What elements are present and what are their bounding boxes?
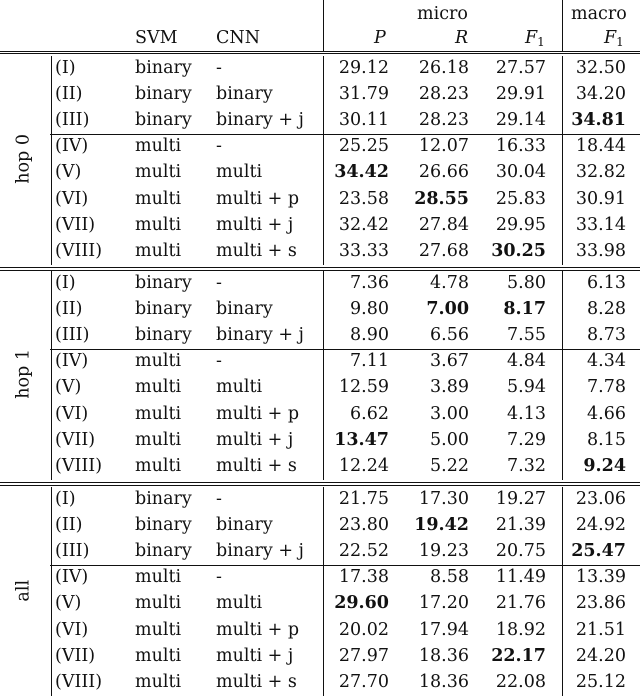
group-label: all [13,580,34,602]
cell-id: (V) [55,377,82,398]
cell-f1: 8.17 [503,299,546,320]
cell-cnn: binary [216,84,273,105]
cell-f1: 29.91 [495,84,546,105]
cell-r: 27.84 [418,214,469,235]
cell-f1: 21.39 [495,515,546,536]
cell-cnn: multi + p [216,403,300,424]
group-label: hop 0 [13,134,34,185]
cell-f1: 4.84 [507,351,546,372]
cell-svm: multi [135,429,182,450]
cell-p: 23.80 [338,515,389,536]
cell-f1: 21.76 [495,593,546,614]
cell-svm: multi [135,671,182,692]
cell-svm: binary [135,515,192,536]
cell-mf1: 32.50 [575,58,626,78]
group-divider-left [323,56,324,265]
header-macro-f1-sub: 1 [616,35,624,49]
cell-mf1: 7.78 [587,377,626,398]
cell-id: (VII) [55,214,96,235]
cell-svm: binary [135,58,192,78]
cell-f1: 5.94 [507,377,546,398]
group-divider-left [323,487,324,696]
group-rule-double [0,270,640,271]
header-divider-right [562,0,563,51]
cell-mf1: 18.44 [575,136,626,157]
cell-f1: 11.49 [495,567,546,588]
group-divider-id [51,487,52,696]
cell-f1: 29.14 [495,110,546,131]
cell-cnn: multi + s [216,455,297,476]
cell-r: 28.23 [418,84,469,105]
cell-mf1: 4.34 [587,351,626,372]
cell-p: 20.02 [338,619,389,640]
cell-p: 30.11 [338,110,389,131]
cell-cnn: multi [216,162,263,183]
cell-mf1: 24.92 [575,515,626,536]
cell-mf1: 8.73 [587,325,626,346]
cell-svm: multi [135,188,182,209]
cell-svm: multi [135,377,182,398]
cell-f1: 22.17 [491,645,546,666]
cell-p: 12.24 [338,455,389,476]
cell-p: 7.36 [350,273,389,293]
cell-id: (II) [55,515,83,536]
subgroup-rule [50,134,640,135]
cell-f1: 30.04 [495,162,546,183]
group-divider-right [562,487,563,696]
header-rule-double [0,53,640,54]
cell-cnn: multi + p [216,619,300,640]
cell-p: 13.47 [334,429,389,450]
cell-mf1: 8.28 [587,299,626,320]
cell-id: (II) [55,299,83,320]
cell-r: 18.36 [418,671,469,692]
cell-cnn: - [216,58,222,78]
cell-f1: 7.32 [507,455,546,476]
cell-p: 27.97 [338,645,389,666]
cell-svm: multi [135,619,182,640]
cell-mf1: 33.14 [575,214,626,235]
group-label: hop 1 [13,349,34,400]
cell-r: 5.00 [430,429,469,450]
cell-mf1: 6.13 [587,273,626,293]
cell-r: 28.55 [414,188,469,209]
group-divider-left [323,271,324,480]
cell-svm: multi [135,645,182,666]
cell-r: 26.18 [418,58,469,78]
cell-p: 25.25 [338,136,389,157]
header-f1-letter: F [525,28,538,48]
cell-r: 4.78 [430,273,469,293]
header-macro-f1 [604,30,624,48]
cell-f1: 18.92 [495,619,546,640]
cell-mf1: 25.12 [575,671,626,692]
cell-svm: binary [135,110,192,131]
cell-mf1: 34.20 [575,84,626,105]
cell-id: (VIII) [55,455,103,476]
cell-id: (VIII) [55,671,103,692]
cell-p: 33.33 [338,240,389,261]
group-rule [0,482,640,483]
cell-mf1: 23.06 [575,489,626,509]
cell-mf1: 30.91 [575,188,626,209]
cell-cnn: - [216,136,222,157]
header-p: P [374,28,386,48]
cell-r: 19.23 [418,541,469,562]
cell-cnn: multi + s [216,671,297,692]
cell-mf1: 34.81 [571,110,626,131]
header-micro: micro [417,4,468,24]
cell-r: 6.56 [430,325,469,346]
cell-mf1: 9.24 [583,455,626,476]
cell-mf1: 8.15 [587,429,626,450]
cell-p: 34.42 [334,162,389,183]
cell-f1: 27.57 [495,58,546,78]
cell-f1: 30.25 [491,240,546,261]
group-rule [0,267,640,268]
cell-r: 5.22 [430,455,469,476]
cell-p: 7.11 [350,351,389,372]
cell-p: 27.70 [338,671,389,692]
cell-id: (VII) [55,429,96,450]
cell-svm: binary [135,541,192,562]
cell-f1: 20.75 [495,541,546,562]
cell-id: (V) [55,162,82,183]
cell-id: (I) [55,489,76,509]
cell-id: (III) [55,325,90,346]
cell-f1: 25.83 [495,188,546,209]
cell-r: 17.94 [418,619,469,640]
cell-r: 17.20 [418,593,469,614]
cell-p: 17.38 [338,567,389,588]
cell-r: 3.00 [430,403,469,424]
cell-f1: 5.80 [507,273,546,293]
cell-cnn: multi + p [216,188,300,209]
cell-r: 28.23 [418,110,469,131]
cell-cnn: - [216,273,222,293]
group-divider-id [51,271,52,480]
header-f1-sub: 1 [537,35,545,49]
cell-mf1: 4.66 [587,403,626,424]
cell-id: (VI) [55,619,89,640]
cell-id: (VIII) [55,240,103,261]
header-r: R [455,28,469,48]
cell-f1: 29.95 [495,214,546,235]
cell-svm: multi [135,351,182,372]
cell-svm: binary [135,325,192,346]
header-macro: macro [571,4,627,24]
group-divider-right [562,56,563,265]
cell-p: 8.90 [350,325,389,346]
cell-f1: 16.33 [495,136,546,157]
cell-p: 32.42 [338,214,389,235]
cell-cnn: binary + j [216,325,304,346]
cell-mf1: 23.86 [575,593,626,614]
cell-svm: multi [135,240,182,261]
header-svm: SVM [135,28,178,48]
cell-cnn: binary [216,299,273,320]
cell-id: (III) [55,110,90,131]
cell-id: (I) [55,58,76,78]
cell-p: 9.80 [350,299,389,320]
cell-f1: 7.29 [507,429,546,450]
cell-mf1: 25.47 [571,541,626,562]
cell-r: 26.66 [418,162,469,183]
cell-cnn: multi + s [216,240,297,261]
cell-cnn: multi [216,593,263,614]
cell-r: 18.36 [418,645,469,666]
header-divider-left [323,0,324,51]
cell-cnn: binary [216,515,273,536]
cell-cnn: binary + j [216,110,304,131]
cell-r: 3.89 [430,377,469,398]
cell-id: (III) [55,541,90,562]
cell-id: (V) [55,593,82,614]
header-macro-f1-letter: F [604,28,617,48]
group-divider-right [562,271,563,480]
cell-id: (VI) [55,188,89,209]
subgroup-rule [50,349,640,350]
cell-id: (IV) [55,136,89,157]
cell-mf1: 24.20 [575,645,626,666]
cell-cnn: multi + j [216,214,294,235]
cell-svm: binary [135,299,192,320]
cell-id: (VI) [55,403,89,424]
cell-f1: 7.55 [507,325,546,346]
cell-svm: binary [135,84,192,105]
cell-mf1: 32.82 [575,162,626,183]
cell-f1: 19.27 [495,489,546,509]
group-divider-id [51,56,52,265]
cell-r: 19.42 [414,515,469,536]
cell-mf1: 13.39 [575,567,626,588]
cell-f1: 4.13 [507,403,546,424]
cell-p: 23.58 [338,188,389,209]
cell-id: (IV) [55,567,89,588]
cell-svm: multi [135,593,182,614]
cell-id: (I) [55,273,76,293]
group-rule-double [0,485,640,486]
cell-id: (IV) [55,351,89,372]
cell-cnn: binary + j [216,541,304,562]
header-f1 [525,30,545,48]
cell-r: 27.68 [418,240,469,261]
cell-svm: binary [135,273,192,293]
cell-r: 17.30 [418,489,469,509]
cell-cnn: - [216,567,222,588]
cell-r: 12.07 [418,136,469,157]
cell-svm: multi [135,136,182,157]
cell-cnn: multi [216,377,263,398]
cell-id: (VII) [55,645,96,666]
cell-f1: 22.08 [495,671,546,692]
cell-mf1: 33.98 [575,240,626,261]
cell-svm: binary [135,489,192,509]
cell-r: 8.58 [430,567,469,588]
cell-cnn: - [216,489,222,509]
cell-svm: multi [135,162,182,183]
cell-p: 6.62 [350,403,389,424]
cell-svm: multi [135,567,182,588]
cell-p: 31.79 [338,84,389,105]
cell-r: 7.00 [426,299,469,320]
subgroup-rule [50,565,640,566]
cell-svm: multi [135,455,182,476]
cell-r: 3.67 [430,351,469,372]
cell-mf1: 21.51 [575,619,626,640]
cell-cnn: - [216,351,222,372]
header-cnn: CNN [216,28,261,48]
cell-svm: multi [135,214,182,235]
cell-cnn: multi + j [216,645,294,666]
cell-svm: multi [135,403,182,424]
cell-cnn: multi + j [216,429,294,450]
cell-id: (II) [55,84,83,105]
cell-p: 29.12 [338,58,389,78]
cell-p: 29.60 [334,593,389,614]
header-rule [0,51,640,52]
cell-p: 22.52 [338,541,389,562]
cell-p: 12.59 [338,377,389,398]
cell-p: 21.75 [338,489,389,509]
